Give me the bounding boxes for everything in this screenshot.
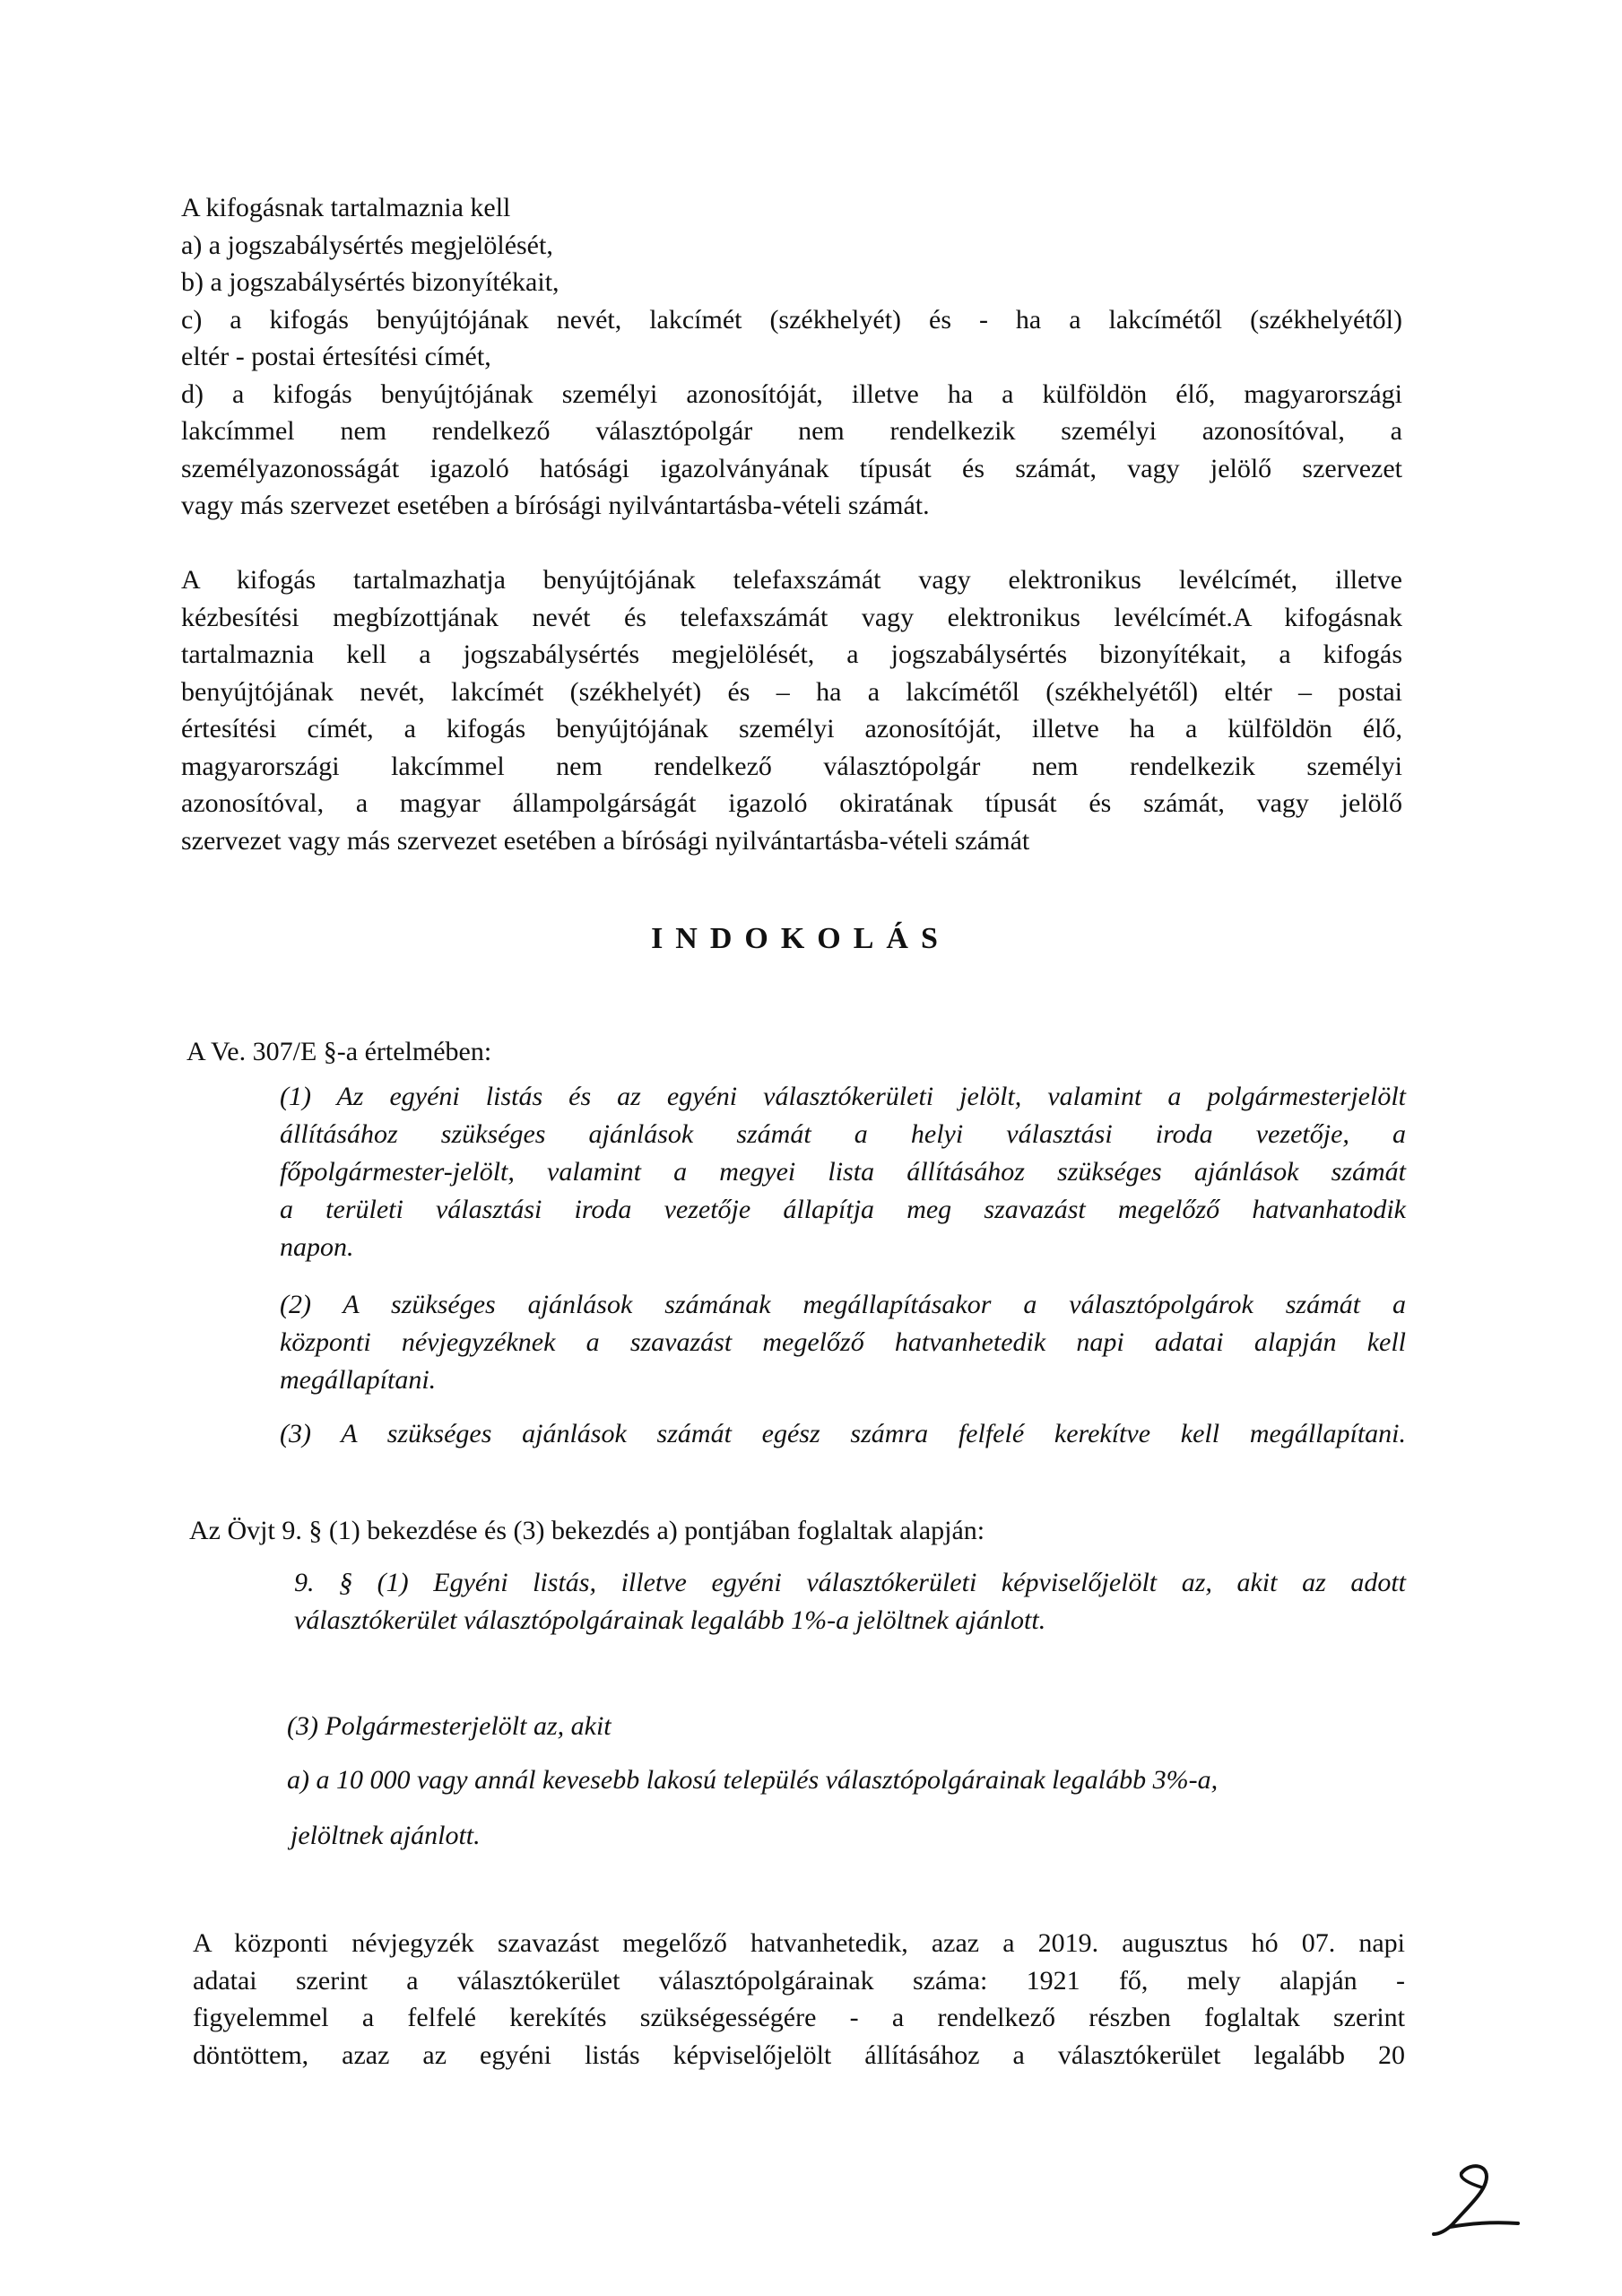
text-line: (3) A szükséges ajánlások számát egész számra felfelé kerekítve kell megállapítani. [280, 1419, 1406, 1448]
text-line: értesítési címét, a kifogás benyújtójának személyi azonosítóját, illetve ha a külföldön élő, [181, 714, 1402, 744]
text-line: (2) A szükséges ajánlások számának megállapításakor a választópolgárok számát a [280, 1290, 1406, 1319]
text-line: vagy más szervezet esetében a bírósági nyilvántartásba-vételi számát. [181, 491, 930, 520]
text-line: eltér - postai értesítési címét, [181, 342, 491, 371]
objection-requirements-paragraph [181, 189, 1402, 525]
text-line: A kifogás tartalmazhatja benyújtójának telefaxszámát vagy elektronikus levélcímét, illetve [181, 565, 1402, 595]
text-line: napon. [280, 1232, 354, 1262]
text-line: A kifogásnak tartalmaznia kell [181, 193, 511, 222]
text-line: figyelemmel a felfelé kerekítés szükségességére - a rendelkező részben foglaltak szerint [193, 2003, 1405, 2032]
ovjt-section-9-1-quote [294, 1564, 1406, 1639]
text-line: d) a kifogás benyújtójának személyi azonosítóját, illetve ha a külföldön élő, magyarországi [181, 378, 1402, 409]
text-line: állításához szükséges ajánlások számát a helyi választási iroda vezetője, a [280, 1119, 1406, 1149]
text-line: (1) Az egyéni listás és az egyéni választókerületi jelölt, valamint a polgármesterjelölt [280, 1082, 1406, 1111]
handwritten-page-number [1430, 2157, 1538, 2247]
decision-reasoning-paragraph [193, 1925, 1405, 2074]
ovjt-section-9-3-quote: (3) Polgármesterjelölt az, akit [287, 1711, 612, 1741]
ovjt-section-9-3-a-quote: a) a 10 000 vagy annál kevesebb lakosú település választópolgárainak legalább 3%-a, [287, 1765, 1219, 1795]
text-line: b) a jogszabálysértés bizonyítékait, [181, 267, 559, 297]
ve-section-1-quote [280, 1078, 1406, 1266]
text-line: személyazonosságát igazoló hatósági igazolványának típusát és számát, vagy jelölő szervezet [181, 453, 1402, 483]
ve-section-3-quote [280, 1415, 1406, 1453]
text-line: főpolgármester-jelölt, valamint a megyei lista állításához szükséges ajánlások számát [280, 1157, 1406, 1187]
text-line: a területi választási iroda vezetője állapítja meg szavazást megelőző hatvanhatodik [280, 1195, 1406, 1224]
ve-citation-intro: A Ve. 307/E §-a értelmében: [186, 1037, 492, 1066]
text-line: lakcímmel nem rendelkező választópolgár nem rendelkezik személyi azonosítóval, a [181, 416, 1402, 446]
handwritten-digit-2-stroke [1434, 2166, 1518, 2234]
objection-optional-content-paragraph [181, 561, 1402, 859]
text-line: azonosítóval, a magyar állampolgárságát igazoló okiratának típusát és számát, vagy jelölő [181, 788, 1402, 818]
text-line: c) a kifogás benyújtójának nevét, lakcímét (székhelyét) és - ha a lakcímétől (székhelyétől) [181, 304, 1402, 335]
handwritten-digit-2-loop [1462, 2173, 1482, 2187]
text-line: választókerület választópolgárainak legalább 1%-a jelöltnek ajánlott. [294, 1605, 1046, 1635]
text-line: adatai szerint a választókerület választópolgárainak száma: 1921 fő, mely alapján - [193, 1965, 1405, 1996]
text-line: tartalmaznia kell a jogszabálysértés megjelölését, a jogszabálysértés bizonyítékait, a kifogás [181, 639, 1402, 669]
text-line: döntöttem, azaz az egyéni listás képviselőjelölt állításához a választókerület legalább 20 [193, 2039, 1405, 2070]
text-line: központi névjegyzéknek a szavazást megelőző hatvanhetedik napi adatai alapján kell [280, 1327, 1406, 1357]
ovjt-citation-intro: Az Övjt 9. § (1) bekezdése és (3) bekezdés a) pontjában foglaltak alapján: [189, 1516, 985, 1545]
text-line: 9. § (1) Egyéni listás, illetve egyéni választókerületi képviselőjelölt az, akit az adott [294, 1568, 1406, 1597]
ovjt-section-9-3-a-continuation: jelöltnek ajánlott. [291, 1821, 481, 1850]
text-line: kézbesítési megbízottjának nevét és telefaxszámát vagy elektronikus levélcímét.A kifogásnak [181, 602, 1402, 632]
ve-section-2-quote [280, 1286, 1406, 1399]
text-line: megállapítani. [280, 1365, 437, 1395]
section-heading-indokolas: INDOKOLÁS [651, 922, 950, 955]
text-line: a) a jogszabálysértés megjelölését, [181, 230, 553, 260]
text-line: szervezet vagy más szervezet esetében a bírósági nyilvántartásba-vételi számát [181, 825, 1030, 856]
text-line: benyújtójának nevét, lakcímét (székhelyét) és – ha a lakcímétől (székhelyétől) eltér – postai [181, 676, 1402, 707]
text-line: magyarországi lakcímmel nem rendelkező választópolgár nem rendelkezik személyi [181, 751, 1402, 781]
text-line: A központi névjegyzék szavazást megelőző hatvanhetedik, azaz a 2019. augusztus hó 07. napi [193, 1928, 1405, 1958]
